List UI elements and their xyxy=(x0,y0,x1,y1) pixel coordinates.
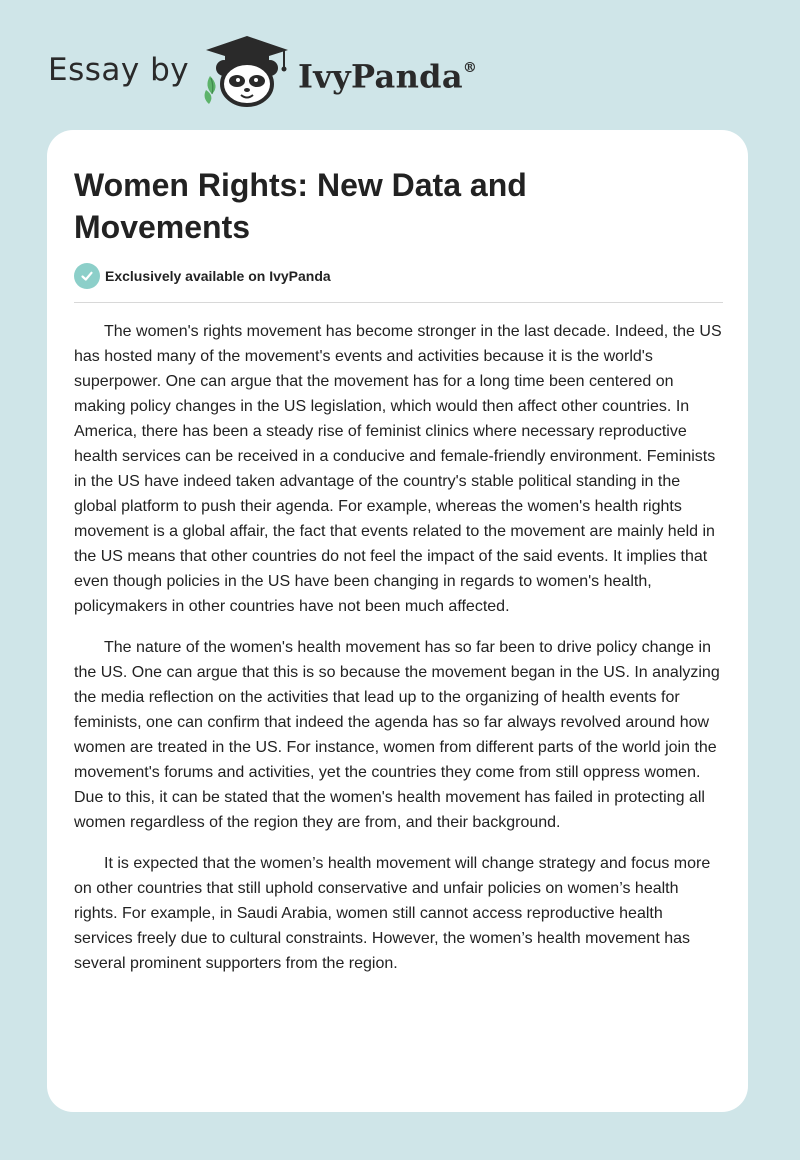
brand-name[interactable] xyxy=(298,52,477,97)
paragraph-2: The nature of the women's health movement has so far been to drive policy change in the US. One can argue that this is so because the movement began in the US. In analyzing the media reflection on the activities that lead up to the organizing of health events for feminists, one can confirm that indeed the agenda has so far always revolved around how women are treated in the US. For instance, women from different parts of the world join the movement's forums and activities, yet the countries they come from still oppress women. Due to this, it can be stated that the women's health movement has failed in protecting all women regardless of the region they are from, and their background. xyxy=(74,639,720,831)
divider xyxy=(74,302,723,303)
essay-title: Women Rights: New Data and Movements xyxy=(74,167,527,245)
exclusive-badge xyxy=(74,262,331,290)
exclusive-badge-label: Exclusively available on IvyPanda xyxy=(105,268,331,284)
registered-mark: ® xyxy=(462,60,478,76)
brand-name-text: IvyPanda xyxy=(298,57,463,96)
essay-card xyxy=(47,130,748,1112)
paragraph-3: It is expected that the women’s health movement will change strategy and focus more on other countries that still uphold conservative and unfair policies on women’s health rights. For example, in Saudi Arabia, women still cannot access reproductive health services freely due to cultural constraints. However, the women’s health movement has several prominent supporters from the region. xyxy=(74,855,711,972)
essay-by-label: Essay by xyxy=(48,52,190,88)
check-circle-icon xyxy=(74,263,100,289)
panda-graduate-logo-icon[interactable] xyxy=(200,34,294,108)
site-header xyxy=(0,0,800,130)
paragraph-1: The women's rights movement has become stronger in the last decade. Indeed, the US has hosted many of the movement's events and activities because it is the world's superpower. One can argue that the movement has for a long time been centered on making policy changes in the US legislation, which would then affect other countries. In America, there has been a steady rise of feminist clinics where necessary reproductive health services can be received in a conducive and female-friendly environment. Feminists in the US have indeed taken advantage of the country's stable political standing in the global platform to push their agenda. For example, whereas the women's health rights movement is a global affair, the fact that events related to the movement are mainly held in the US means that other countries do not feel the impact of the said events. It implies that even though policies in the US have been changing in regards to women's health, policymakers in other countries have not been much affected. xyxy=(74,323,722,615)
essay-body xyxy=(74,319,723,992)
